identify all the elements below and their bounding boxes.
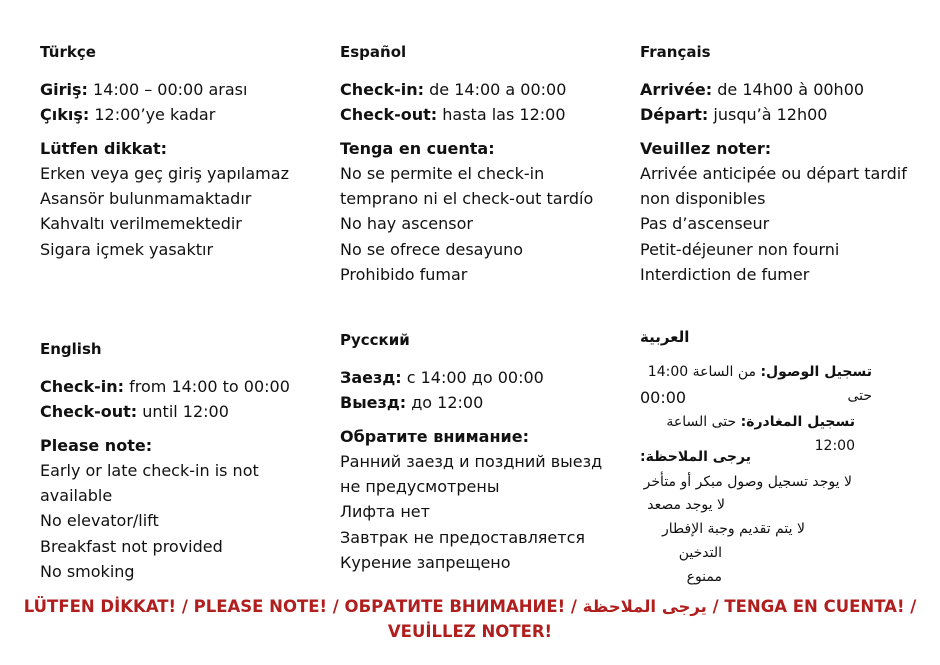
checkin-value: с 14:00 до 00:00	[401, 368, 544, 387]
section-title: Русский	[340, 331, 410, 349]
checkin-label: Check-in:	[340, 80, 425, 99]
checkin-value: من الساعة 14:00 حتى	[647, 364, 872, 404]
russian-section	[340, 331, 620, 575]
note-item: No smoking	[40, 562, 135, 582]
checkin-line	[40, 374, 320, 399]
note-title: Please note:	[40, 435, 153, 455]
warning-line-2: VEUİLLEZ NOTER!	[387, 622, 553, 641]
note-title: Tenga en cuenta:	[340, 138, 495, 158]
note-item: لا يتم تقديم وجبة الإفطار	[662, 521, 805, 537]
note-title: يرجى الملاحظة:	[640, 449, 751, 465]
section-title: Español	[340, 43, 407, 61]
note-item: No se permite el check-in	[340, 163, 545, 183]
checkout-value: jusqu’à 12h00	[708, 105, 828, 125]
note-item: التدخين ممنوع	[678, 545, 722, 585]
note-item: لا يوجد مصعد	[647, 497, 725, 513]
checkout-line	[340, 102, 620, 127]
note-item: Erken veya geç giriş yapılamaz	[40, 163, 289, 183]
warning-footer	[0, 594, 940, 644]
checkin-line	[40, 77, 320, 102]
note-item: Sigara içmek yasaktır	[40, 239, 214, 259]
checkin-value: de 14h00 à 00h00	[712, 80, 865, 99]
checkin-value: de 14:00 a 00:00	[424, 80, 567, 99]
checkout-value: 12:00’ye kadar	[89, 105, 216, 125]
note-item: Prohibido fumar	[340, 265, 468, 285]
note-item: non disponibles	[640, 189, 766, 209]
note-item: لا يوجد تسجيل وصول مبكر أو متأخر	[643, 474, 852, 490]
note-title: Обратите внимание:	[340, 426, 529, 446]
note-item: Early or late check-in is not	[40, 460, 259, 480]
checkin-continuation: 00:00	[640, 388, 687, 407]
checkin-value: 14:00 – 00:00 arası	[87, 80, 248, 99]
note-item: Pas d’ascenseur	[640, 214, 770, 234]
note-item: temprano ni el check-out tardío	[340, 189, 594, 209]
note-item: No se ofrece desayuno	[340, 239, 524, 259]
checkout-value: до 12:00	[406, 393, 484, 413]
section-title: Türkçe	[40, 43, 96, 61]
note-item: Ранний заезд и поздний выезд	[340, 451, 603, 471]
checkin-line	[640, 77, 920, 102]
checkin-label: Arrivée:	[640, 80, 713, 99]
note-title: Lütfen dikkat:	[40, 138, 168, 158]
checkin-line	[340, 365, 620, 390]
turkish-section	[40, 43, 320, 262]
note-item: Interdiction de fumer	[640, 265, 810, 285]
checkout-line	[40, 102, 320, 127]
checkin-label: Check-in:	[40, 377, 125, 396]
checkout-value: until 12:00	[137, 402, 229, 422]
checkout-value: حتى الساعة 12:00	[666, 414, 855, 454]
note-item: Лифта нет	[340, 502, 430, 522]
checkout-value: hasta las 12:00	[437, 105, 566, 125]
note-item: Arrivée anticipée ou départ tardif	[640, 163, 907, 183]
checkout-line	[340, 390, 620, 415]
checkin-label: تسجيل الوصول:	[760, 364, 872, 380]
checkout-line	[40, 399, 320, 424]
note-item: не предусмотрены	[340, 477, 500, 497]
checkout-line	[640, 102, 920, 127]
warning-line-1: LÜTFEN DİKKAT! / PLEASE NOTE! / ОБРАТИТЕ ВНИМАНИЕ! / يرجى الملاحظة / TENGA EN CUENTA! /	[23, 597, 917, 616]
note-item: Завтрак не предоставляется	[340, 527, 586, 547]
note-title: Veuillez noter:	[640, 138, 772, 158]
spanish-section	[340, 43, 620, 287]
checkout-label: Çıkış:	[40, 105, 90, 125]
note-item: No elevator/lift	[40, 511, 159, 531]
note-item: Курение запрещено	[340, 553, 511, 573]
french-section	[640, 43, 920, 287]
checkout-label: Check-out:	[340, 105, 438, 125]
note-item: No hay ascensor	[340, 214, 473, 234]
note-item: Petit-déjeuner non fourni	[640, 239, 840, 259]
section-title: Français	[640, 43, 711, 61]
note-item: Kahvaltı verilmemektedir	[40, 214, 242, 234]
checkin-label: Заезд:	[340, 368, 402, 387]
note-item: available	[40, 486, 113, 506]
checkin-label: Giriş:	[40, 80, 88, 99]
checkout-label: Départ:	[640, 105, 709, 125]
section-title: العربية	[640, 328, 690, 346]
checkout-label: Выезд:	[340, 393, 407, 413]
note-item: Asansör bulunmamaktadır	[40, 189, 252, 209]
checkin-line	[340, 77, 620, 102]
note-item: Breakfast not provided	[40, 536, 223, 556]
english-section	[40, 340, 320, 584]
checkout-label: Check-out:	[40, 402, 138, 422]
checkout-label: تسجيل المغادرة:	[740, 414, 855, 430]
checkin-value: from 14:00 to 00:00	[124, 377, 290, 396]
section-title: English	[40, 340, 102, 358]
